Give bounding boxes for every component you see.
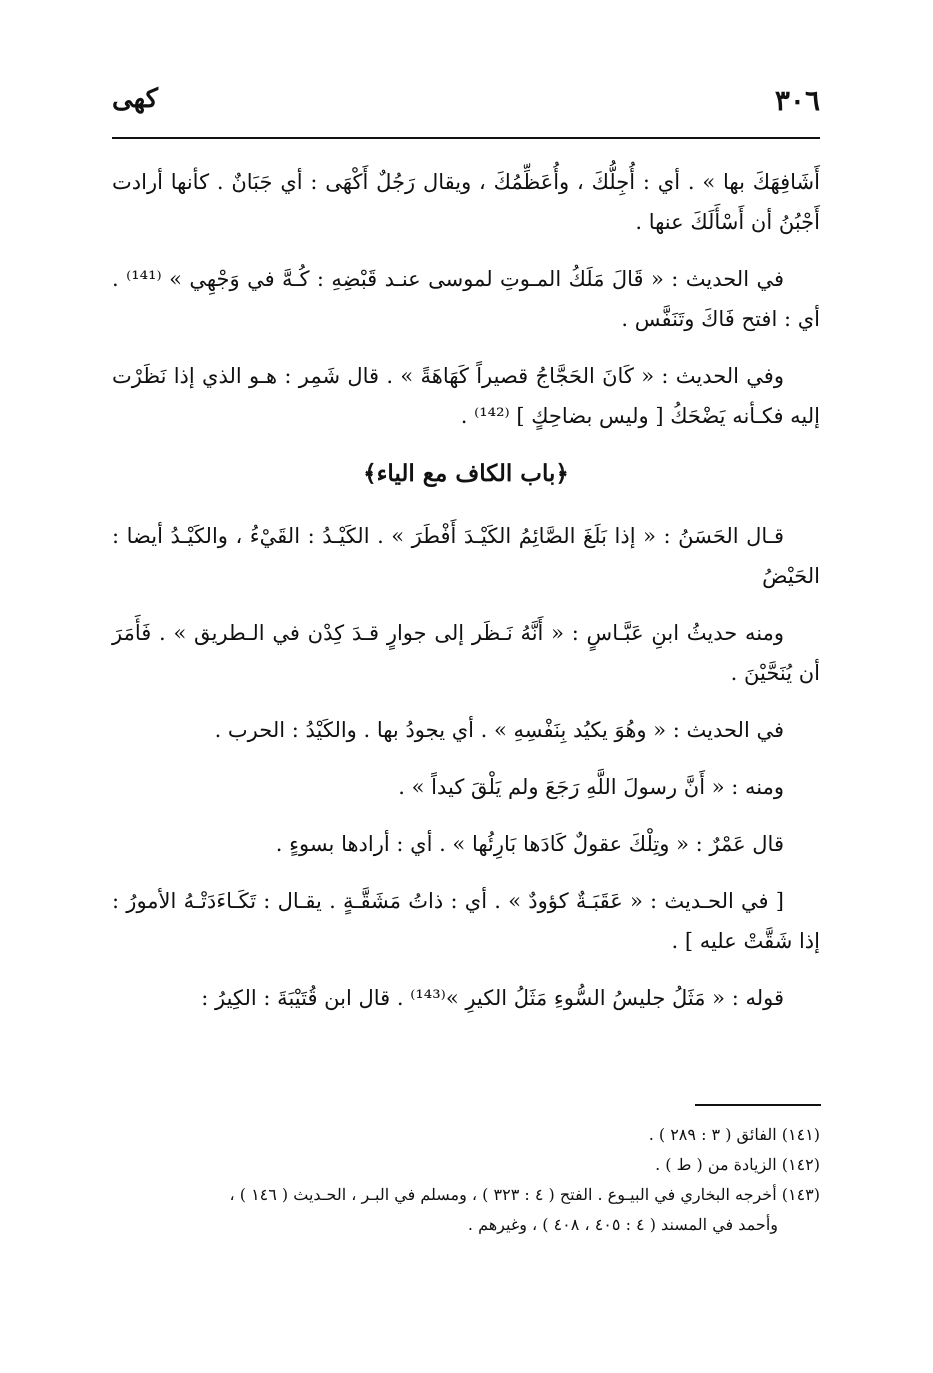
footnotes	[112, 1120, 820, 1240]
paragraph: ومنه حديثُ ابنِ عَبَّـاسٍ : « أَنَّهُ نَـظَر إلى جوارٍ قـدَ كِدْن في الـطريق » . فَأَمَرَ أن يُنَحَّيْنَ .	[112, 621, 820, 685]
paragraph: قـال الحَسَنُ : « إذا بَلَغَ الصَّائِمُ الكَيْـدَ أَفْطَرَ » . الكَيْـدُ : القَيْءُ ، والكَيْـدُ أيضا : الحَيْضُ	[112, 524, 820, 588]
paragraph: [ في الحـديث : « عَقَبَـةٌ كؤودٌ » . أي : ذاتُ مَشَقَّـةٍ . يقـال : تَكَـاءَدَتْـهُ الأمورُ : إذا شَقَّتْ عليه ] .	[112, 889, 820, 953]
running-head-title: كهى	[112, 84, 159, 114]
footnote-continuation: وأحمد في المسند ( ٤ : ٤٠٥ ، ٤٠٨ ) ، وغيرهم .	[467, 1215, 778, 1234]
paragraph: قال عَمْرٌ : « وتِلْكَ عقولٌ كَادَها بَارِئُها » . أي : أرادها بسوءٍ .	[275, 832, 784, 856]
footnote: (١٤٣) أخرجه البخاري في البيـوع . الفتح ( ٤ : ٣٢٣ ) ، ومسلم في البـر ، الحـديث ( ١٤٦ ) ،	[229, 1185, 820, 1204]
running-header	[112, 84, 820, 124]
paragraph: أَشَافِهَكَ بها » . أي : أُجِلُّكَ ، وأُعَظِّمُكَ ، ويقال رَجُلٌ أَكْهَى : أي جَبَانٌ . كأنها أرادت أَجْبُنُ أن أَسْأَلَكَ عنها .	[112, 170, 820, 234]
main-text	[112, 162, 820, 1035]
paragraph: في الحديث : « قَالَ مَلَكُ المـوتِ لموسى عنـد قَبْضِهِ : كُـهَّ في وَجْهِي » ⁽¹⁴¹⁾ . أي : افتح فَاكَ وتَنَفَّس .	[112, 267, 820, 331]
paragraph: في الحديث : « وهُوَ يكيُد بِنَفْسِهِ » . أي يجودُ بها . والكَيْدُ : الحرب .	[214, 718, 784, 742]
footnote-rule	[695, 1104, 821, 1106]
section-heading: ﴿باب الكاف مع الياء﴾	[363, 460, 569, 487]
footnote: (١٤٢) الزيادة من ( ط ) .	[655, 1155, 820, 1174]
paragraph: وفي الحديث : « كَانَ الحَجَّاجُ قصيراً كَهَاهَةً » . قال شَمِر : هـو الذي إذا نَظَرْت إليه فكـأنه يَضْحَكُ [ وليس بضاحِكٍ ] ⁽¹⁴²⁾ .	[112, 364, 820, 428]
page-number: ٣٠٦	[774, 84, 820, 117]
paragraph: ومنه : « أَنَّ رسولَ اللَّهِ رَجَعَ ولم يَلْقَ كيداً » .	[398, 775, 784, 799]
footnote: (١٤١) الفائق ( ٣ : ٢٨٩ ) .	[648, 1125, 820, 1144]
header-rule	[112, 137, 820, 139]
paragraph: قوله : « مَثَلُ جليسُ السُّوءِ مَثَلُ الكيرِ »⁽¹⁴³⁾ . قال ابن قُتَيْبَةَ : الكِيرُ :	[201, 986, 784, 1010]
